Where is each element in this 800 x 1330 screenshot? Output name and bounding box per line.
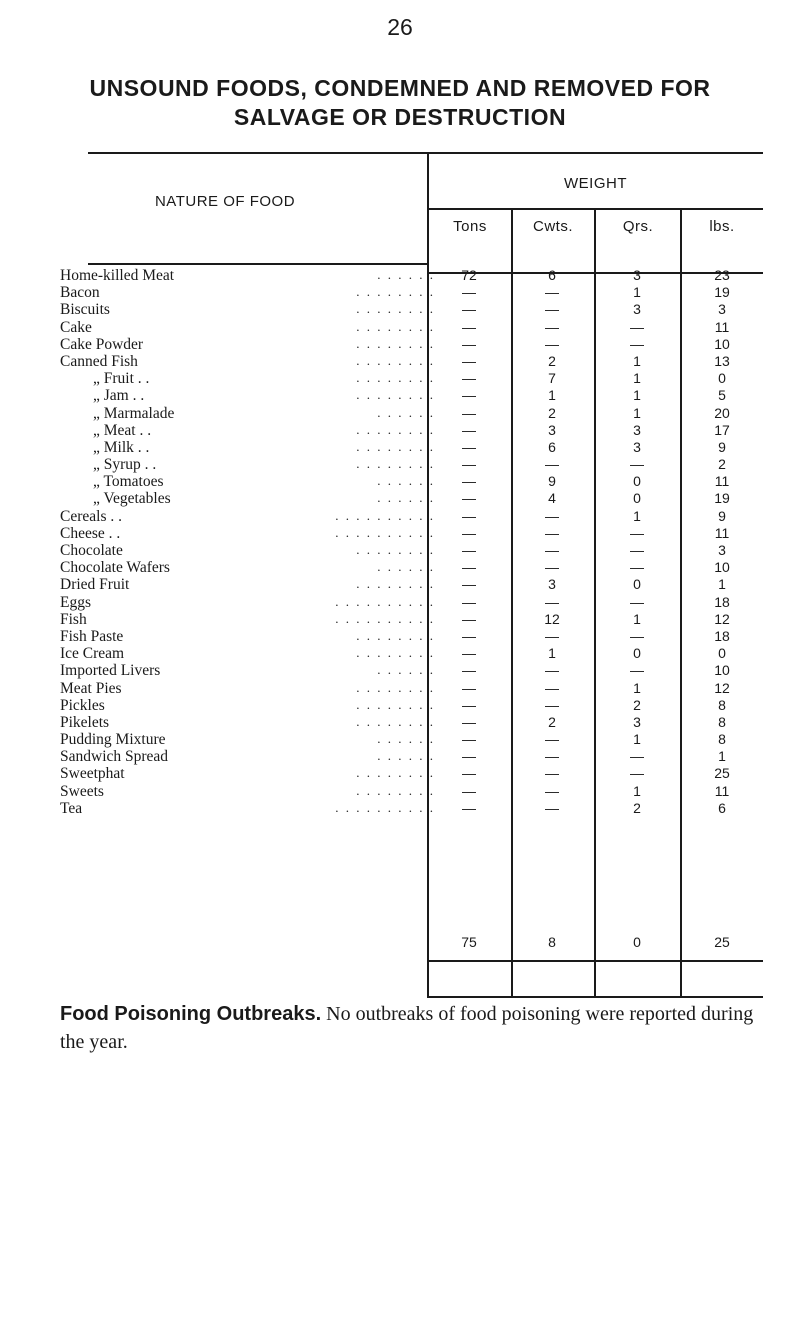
table-row — [60, 645, 740, 662]
table-row — [60, 525, 740, 542]
food-name: Imported Livers — [60, 662, 161, 680]
lbs-cell: 25 — [714, 765, 730, 782]
qrs-cell: — — [630, 318, 644, 335]
leader-dots: . . . . . . . . — [356, 318, 435, 334]
food-name: „ Meat . . — [93, 421, 152, 439]
cwts-cell: 2 — [548, 713, 556, 730]
tons-cell: — — [462, 301, 476, 318]
table-row — [60, 697, 740, 714]
table-row — [60, 542, 740, 559]
food-name: „ Jam . . — [93, 387, 145, 405]
qrs-cell: — — [630, 765, 644, 782]
leader-dots: . . . . . . . . — [356, 627, 435, 643]
leader-dots: . . . . . . . . — [356, 713, 435, 729]
tons-cell: — — [462, 696, 476, 713]
cwts-cell: — — [545, 748, 559, 765]
tons-cell: — — [462, 507, 476, 524]
table-row — [60, 559, 740, 576]
table-row — [60, 267, 740, 284]
food-name: Ice Cream — [60, 645, 125, 663]
total-qrs: 0 — [633, 934, 641, 950]
leader-dots: . . . . . . . . — [356, 335, 435, 351]
footer-paragraph — [60, 1000, 770, 1056]
qrs-cell: — — [630, 627, 644, 644]
leader-dots: . . . . . . . . . . — [335, 799, 435, 815]
cwts-cell: 12 — [544, 610, 560, 627]
table-top-rule — [88, 152, 763, 154]
qrs-cell: 2 — [633, 696, 641, 713]
header-cwts: Cwts. — [533, 218, 573, 235]
cwts-cell: 6 — [548, 267, 556, 283]
table-row — [60, 336, 740, 353]
cwts-cell: — — [545, 627, 559, 644]
leader-dots: . . . . . . . . — [356, 456, 435, 472]
cwts-cell: — — [545, 679, 559, 696]
food-name: Chocolate — [60, 542, 123, 559]
table-row — [60, 800, 740, 817]
cwts-cell: — — [545, 782, 559, 799]
table-row — [60, 284, 740, 301]
tons-cell: — — [462, 318, 476, 335]
leader-dots: . . . . . . . . — [356, 542, 435, 557]
qrs-cell: 1 — [633, 404, 641, 421]
tons-cell: — — [462, 421, 476, 438]
food-name: „ Syrup . . — [93, 456, 157, 474]
food-name: Sandwich Spread — [60, 748, 169, 766]
qrs-cell: 3 — [633, 713, 641, 730]
food-name: Eggs — [60, 593, 91, 611]
leader-dots: . . . . . . . . — [356, 765, 435, 781]
tons-cell: — — [462, 662, 476, 679]
qrs-cell: — — [630, 559, 644, 576]
leader-dots: . . . . . . . . . . — [335, 593, 435, 609]
cwts-cell: 7 — [548, 370, 556, 387]
header-nature-of-food: NATURE OF FOOD — [154, 193, 296, 210]
title-line-2: SALVAGE OR DESTRUCTION — [233, 104, 567, 130]
lbs-cell: 13 — [714, 352, 730, 369]
qrs-cell: 0 — [633, 473, 641, 490]
lbs-cell: 8 — [718, 731, 726, 748]
lbs-cell: 3 — [718, 542, 726, 558]
lbs-cell: 23 — [714, 267, 730, 283]
lbs-cell: 12 — [714, 610, 730, 627]
cwts-cell: 2 — [548, 352, 556, 369]
cwts-cell: — — [545, 731, 559, 748]
qrs-cell: — — [630, 456, 644, 473]
table-row — [60, 680, 740, 697]
tons-cell: 72 — [461, 267, 477, 283]
lbs-cell: 5 — [718, 387, 726, 404]
lbs-cell: 11 — [714, 473, 730, 490]
table-row — [60, 439, 740, 456]
food-name: „ Fruit . . — [93, 370, 150, 388]
cwts-cell: 2 — [548, 404, 556, 421]
table-row — [60, 301, 740, 318]
lbs-cell: 11 — [714, 782, 730, 799]
tons-cell: — — [462, 335, 476, 352]
lbs-cell: 1 — [718, 576, 726, 593]
qrs-cell: 0 — [633, 490, 641, 507]
header-bottom-rule-nature — [88, 263, 428, 265]
footer-heading: Food Poisoning Outbreaks. — [60, 1003, 322, 1025]
leader-dots: . . . . . . . . . . — [335, 524, 435, 540]
leader-dots: . . . . . . — [377, 404, 435, 420]
food-name: Cake Powder — [60, 335, 144, 353]
qrs-cell: — — [630, 524, 644, 541]
lbs-cell: 2 — [718, 456, 726, 473]
food-name: Cake — [60, 318, 92, 336]
lbs-cell: 9 — [718, 507, 726, 524]
qrs-cell: 2 — [633, 799, 641, 816]
table-row — [60, 748, 740, 765]
leader-dots: . . . . . . — [377, 490, 435, 506]
lbs-cell: 18 — [714, 593, 730, 610]
tons-cell: — — [462, 576, 476, 593]
leader-dots: . . . . . . . . — [356, 387, 435, 403]
lbs-cell: 8 — [718, 696, 726, 713]
qrs-cell: 1 — [633, 507, 641, 524]
total-lbs: 25 — [714, 934, 730, 950]
tons-cell: — — [462, 645, 476, 662]
qrs-cell: 3 — [633, 267, 641, 283]
cwts-cell: — — [545, 335, 559, 352]
lbs-cell: 11 — [714, 318, 730, 335]
tons-cell: — — [462, 352, 476, 369]
food-name: „ Tomatoes — [93, 473, 164, 491]
qrs-cell: 1 — [633, 610, 641, 627]
header-weight: WEIGHT — [564, 175, 627, 192]
cwts-cell: — — [545, 559, 559, 576]
food-name: Cheese . . — [60, 524, 121, 542]
leader-dots: . . . . . . — [377, 473, 435, 489]
tons-cell: — — [462, 610, 476, 627]
table-row — [60, 422, 740, 439]
food-name: Bacon — [60, 284, 100, 302]
qrs-cell: — — [630, 593, 644, 610]
tons-cell: — — [462, 387, 476, 404]
food-name: „ Marmalade — [93, 404, 175, 422]
table-row — [60, 319, 740, 336]
tons-cell: — — [462, 731, 476, 748]
qrs-cell: 1 — [633, 731, 641, 748]
cwts-cell: 1 — [548, 645, 556, 662]
total-tons: 75 — [461, 934, 477, 950]
food-name: Pudding Mixture — [60, 731, 166, 749]
cwts-cell: — — [545, 524, 559, 541]
qrs-cell: 1 — [633, 679, 641, 696]
qrs-cell: 0 — [633, 645, 641, 662]
qrs-cell: 1 — [633, 782, 641, 799]
food-name: Canned Fish — [60, 352, 138, 370]
food-name: Home-killed Meat — [60, 267, 175, 284]
food-name: Biscuits — [60, 301, 110, 319]
table-row — [60, 628, 740, 645]
header-lbs: lbs. — [709, 218, 735, 235]
leader-dots: . . . . . . . . . . — [335, 507, 435, 523]
table-row — [60, 456, 740, 473]
lbs-cell: 10 — [714, 559, 730, 576]
food-name: Meat Pies — [60, 679, 122, 697]
qrs-cell: — — [630, 542, 644, 558]
lbs-cell: 10 — [714, 662, 730, 679]
cwts-cell: 9 — [548, 473, 556, 490]
tons-cell: — — [462, 456, 476, 473]
qrs-cell: 0 — [633, 576, 641, 593]
cwts-cell: — — [545, 696, 559, 713]
cwts-cell: — — [545, 301, 559, 318]
tons-cell: — — [462, 765, 476, 782]
table-row — [60, 490, 740, 507]
qrs-cell: 1 — [633, 370, 641, 387]
header-tons: Tons — [453, 218, 487, 235]
qrs-cell: 1 — [633, 387, 641, 404]
leader-dots: . . . . . . . . — [356, 576, 435, 592]
tons-cell: — — [462, 748, 476, 765]
lbs-cell: 10 — [714, 335, 730, 352]
cwts-cell: — — [545, 284, 559, 301]
cwts-cell: 4 — [548, 490, 556, 507]
leader-dots: . . . . . . . . — [356, 438, 435, 454]
qrs-cell: — — [630, 662, 644, 679]
lbs-cell: 19 — [714, 284, 730, 301]
lbs-cell: 11 — [714, 524, 730, 541]
cwts-cell: 3 — [548, 576, 556, 593]
table-row — [60, 405, 740, 422]
tons-cell: — — [462, 559, 476, 576]
page-number: 26 — [387, 14, 413, 40]
lbs-cell: 19 — [714, 490, 730, 507]
cwts-cell: — — [545, 799, 559, 816]
food-name: Pikelets — [60, 713, 110, 731]
tons-cell: — — [462, 473, 476, 490]
tons-cell: — — [462, 799, 476, 816]
tons-cell: — — [462, 438, 476, 455]
qrs-cell: 3 — [633, 301, 641, 318]
tons-cell: — — [462, 627, 476, 644]
food-name: Sweets — [60, 782, 104, 800]
leader-dots: . . . . . . . . . . — [335, 610, 435, 626]
tons-cell: — — [462, 679, 476, 696]
leader-dots: . . . . . . . . — [356, 301, 435, 317]
food-name: „ Vegetables — [93, 490, 171, 508]
table-row — [60, 387, 740, 404]
table-row — [60, 353, 740, 370]
qrs-cell: 1 — [633, 352, 641, 369]
total-cwts: 8 — [548, 934, 556, 950]
tons-cell: — — [462, 284, 476, 301]
leader-dots: . . . . . . . . — [356, 370, 435, 386]
table-row — [60, 714, 740, 731]
table-row — [60, 508, 740, 525]
table-body — [60, 267, 740, 817]
leader-dots: . . . . . . — [377, 559, 435, 575]
leader-dots: . . . . . . . . — [356, 421, 435, 437]
cwts-cell: — — [545, 593, 559, 610]
header-qrs: Qrs. — [622, 218, 654, 235]
footer-text: No outbreaks of food poisoning were reported during the year. — [60, 1003, 754, 1053]
food-name: Sweetphat — [60, 765, 125, 783]
leader-dots: . . . . . . . . — [356, 352, 435, 368]
tons-cell: — — [462, 542, 476, 558]
tons-cell: — — [462, 524, 476, 541]
lbs-cell: 0 — [718, 370, 726, 387]
food-name: Dried Fruit — [60, 576, 130, 594]
leader-dots: . . . . . . . . — [356, 645, 435, 661]
leader-dots: . . . . . . . . — [356, 679, 435, 695]
cwts-cell: — — [545, 318, 559, 335]
tons-cell: — — [462, 404, 476, 421]
leader-dots: . . . . . . — [377, 662, 435, 678]
totals-row — [0, 934, 730, 951]
page-title — [0, 74, 800, 132]
lbs-cell: 1 — [718, 748, 726, 765]
food-name: Fish Paste — [60, 627, 124, 645]
leader-dots: . . . . . . — [377, 748, 435, 764]
cwts-cell: — — [545, 662, 559, 679]
tons-cell: — — [462, 782, 476, 799]
lbs-cell: 12 — [714, 679, 730, 696]
tons-cell: — — [462, 593, 476, 610]
table-row — [60, 576, 740, 593]
lbs-cell: 3 — [718, 301, 726, 318]
lbs-cell: 9 — [718, 438, 726, 455]
food-name: Pickles — [60, 696, 105, 714]
lbs-cell: 20 — [714, 404, 730, 421]
tons-cell: — — [462, 370, 476, 387]
table-row — [60, 731, 740, 748]
lbs-cell: 18 — [714, 627, 730, 644]
table-row — [60, 765, 740, 782]
table-row — [60, 473, 740, 490]
title-line-1: UNSOUND FOODS, CONDEMNED AND REMOVED FOR — [89, 75, 711, 101]
cwts-cell: — — [545, 507, 559, 524]
lbs-cell: 6 — [718, 799, 726, 816]
leader-dots: . . . . . . — [377, 267, 435, 282]
food-name: Cereals . . — [60, 507, 122, 525]
food-name: „ Milk . . — [93, 438, 150, 456]
cwts-cell: — — [545, 542, 559, 558]
table-row — [60, 594, 740, 611]
leader-dots: . . . . . . . . — [356, 696, 435, 712]
qrs-cell: 3 — [633, 421, 641, 438]
tons-cell: — — [462, 713, 476, 730]
lbs-cell: 8 — [718, 713, 726, 730]
cwts-cell: 1 — [548, 387, 556, 404]
table-row — [60, 662, 740, 679]
qrs-cell: 3 — [633, 438, 641, 455]
food-name: Chocolate Wafers — [60, 559, 170, 577]
leader-dots: . . . . . . . . — [356, 284, 435, 300]
qrs-cell: — — [630, 748, 644, 765]
table-row — [60, 783, 740, 800]
leader-dots: . . . . . . — [377, 731, 435, 747]
cwts-cell: — — [545, 765, 559, 782]
qrs-cell: — — [630, 335, 644, 352]
lbs-cell: 0 — [718, 645, 726, 662]
cwts-cell: — — [545, 456, 559, 473]
qrs-cell: 1 — [633, 284, 641, 301]
food-name: Tea — [60, 799, 83, 817]
table-row — [60, 370, 740, 387]
food-name: Fish — [60, 610, 87, 628]
tons-cell: — — [462, 490, 476, 507]
leader-dots: . . . . . . . . — [356, 782, 435, 798]
table-row — [60, 611, 740, 628]
cwts-cell: 3 — [548, 421, 556, 438]
cwts-cell: 6 — [548, 438, 556, 455]
lbs-cell: 17 — [714, 421, 730, 438]
